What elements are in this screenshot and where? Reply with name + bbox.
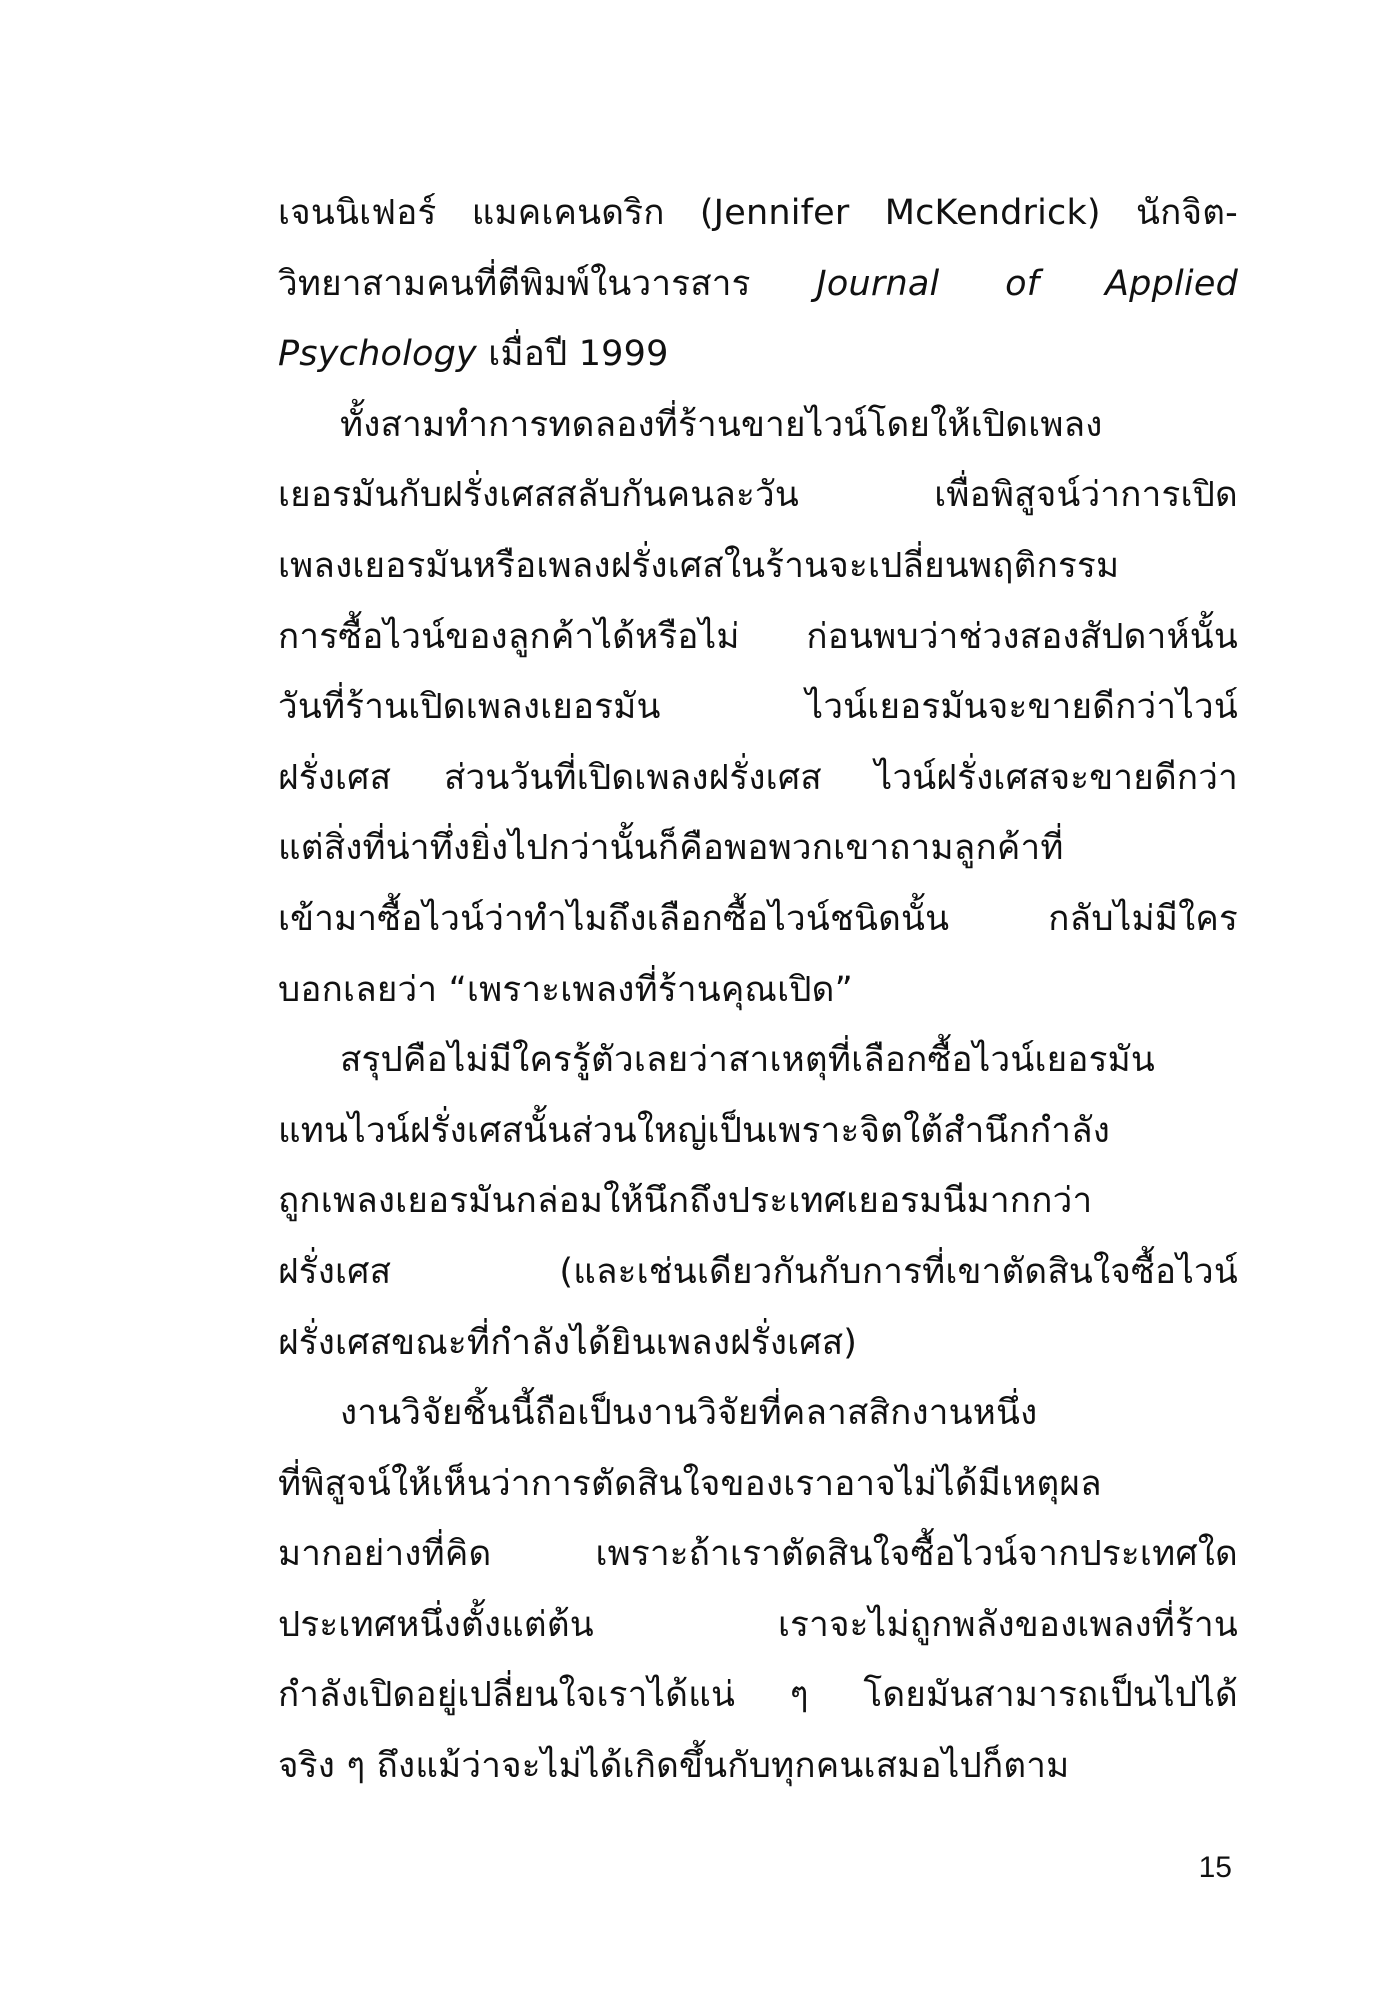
text-line: [278, 1096, 1238, 1167]
text-segment: ประเทศหนึ่งตั้งแต่ต้น เราจะไม่ถูกพลังของเพลงที่ร้าน: [278, 1604, 1238, 1645]
text-line: [278, 1308, 1238, 1379]
text-line: [278, 178, 1238, 249]
text-line: [278, 319, 1238, 390]
text-line: [278, 1519, 1238, 1590]
text-line: [278, 1590, 1238, 1661]
text-line: [278, 743, 1238, 814]
text-segment: เมื่อปี 1999: [476, 334, 669, 375]
paragraph-first-line: [278, 1025, 1238, 1096]
text-segment: เยอรมันกับฝรั่งเศสสลับกันคนละวัน เพื่อพิสูจน์ว่าการเปิด: [278, 475, 1238, 516]
text-line: [278, 531, 1238, 602]
text-line: [278, 1166, 1238, 1237]
text-line: [278, 460, 1238, 531]
text-segment: ฝรั่งเศส ส่วนวันที่เปิดเพลงฝรั่งเศส ไวน์ฝรั่งเศสจะขายดีกว่า: [278, 757, 1238, 798]
text-line: [278, 1731, 1238, 1802]
text-segment: จริง ๆ ถึงแม้ว่าจะไม่ได้เกิดขึ้นกับทุกคนเสมอไปก็ตาม: [278, 1746, 1070, 1787]
text-segment: ทั้งสามทำการทดลองที่ร้านขายไวน์โดยให้เปิดเพลง: [340, 404, 1103, 445]
paragraph-first-line: [278, 1378, 1238, 1449]
text-segment: ฝรั่งเศสขณะที่กำลังได้ยินเพลงฝรั่งเศส): [278, 1322, 858, 1363]
text-line: [278, 1449, 1238, 1520]
text-segment: งานวิจัยชิ้นนี้ถือเป็นงานวิจัยที่คลาสสิกงานหนึ่ง: [340, 1393, 1038, 1434]
body-text: [278, 178, 1238, 1802]
text-line: [278, 602, 1238, 673]
text-segment: เพลงเยอรมันหรือเพลงฝรั่งเศสในร้านจะเปลี่ยนพฤติกรรม: [278, 545, 1120, 586]
text-segment: ฝรั่งเศส (และเช่นเดียวกันกับการที่เขาตัดสินใจซื้อไวน์: [278, 1251, 1238, 1292]
text-line: [278, 1237, 1238, 1308]
text-segment: ถูกเพลงเยอรมันกล่อมให้นึกถึงประเทศเยอรมนีมากกว่า: [278, 1181, 1093, 1222]
text-segment: วันที่ร้านเปิดเพลงเยอรมัน ไวน์เยอรมันจะขายดีกว่าไวน์: [278, 687, 1238, 728]
text-line: [278, 249, 1238, 320]
text-segment: มากอย่างที่คิด เพราะถ้าเราตัดสินใจซื้อไวน์จากประเทศใด: [278, 1534, 1238, 1575]
text-segment: เจนนิเฟอร์ แมคเคนดริก (Jennifer McKendrick) นักจิต-: [278, 193, 1238, 233]
text-segment: วิทยาสามคนที่ตีพิมพ์ในวารสาร: [278, 263, 817, 304]
text-segment: สรุปคือไม่มีใครรู้ตัวเลยว่าสาเหตุที่เลือกซื้อไวน์เยอรมัน: [340, 1040, 1155, 1081]
text-segment: แต่สิ่งที่น่าทึ่งยิ่งไปกว่านั้นก็คือพอพวกเขาถามลูกค้าที่: [278, 828, 1064, 869]
text-segment: ที่พิสูจน์ให้เห็นว่าการตัดสินใจของเราอาจไม่ได้มีเหตุผล: [278, 1463, 1102, 1504]
journal-title-continued: Psychology: [278, 334, 477, 375]
text-segment: แทนไวน์ฝรั่งเศสนั้นส่วนใหญ่เป็นเพราะจิตใต้สำนึกกำลัง: [278, 1110, 1111, 1151]
text-segment: การซื้อไวน์ของลูกค้าได้หรือไม่ ก่อนพบว่าช่วงสองสัปดาห์นั้น: [278, 616, 1238, 657]
page-number: 15: [1198, 1851, 1232, 1884]
text-line: [278, 1660, 1238, 1731]
text-line: [278, 955, 1238, 1026]
text-line: [278, 672, 1238, 743]
text-line: [278, 813, 1238, 884]
text-segment: เข้ามาซื้อไวน์ว่าทำไมถึงเลือกซื้อไวน์ชนิดนั้น กลับไม่มีใคร: [278, 898, 1238, 939]
journal-title: Journal of Applied: [816, 263, 1238, 304]
text-segment: กำลังเปิดอยู่เปลี่ยนใจเราได้แน่ ๆ โดยมันสามารถเป็นไปได้: [278, 1675, 1238, 1716]
paragraph-first-line: [278, 390, 1238, 461]
text-line: [278, 884, 1238, 955]
text-segment: บอกเลยว่า “เพราะเพลงที่ร้านคุณเปิด”: [278, 969, 853, 1010]
